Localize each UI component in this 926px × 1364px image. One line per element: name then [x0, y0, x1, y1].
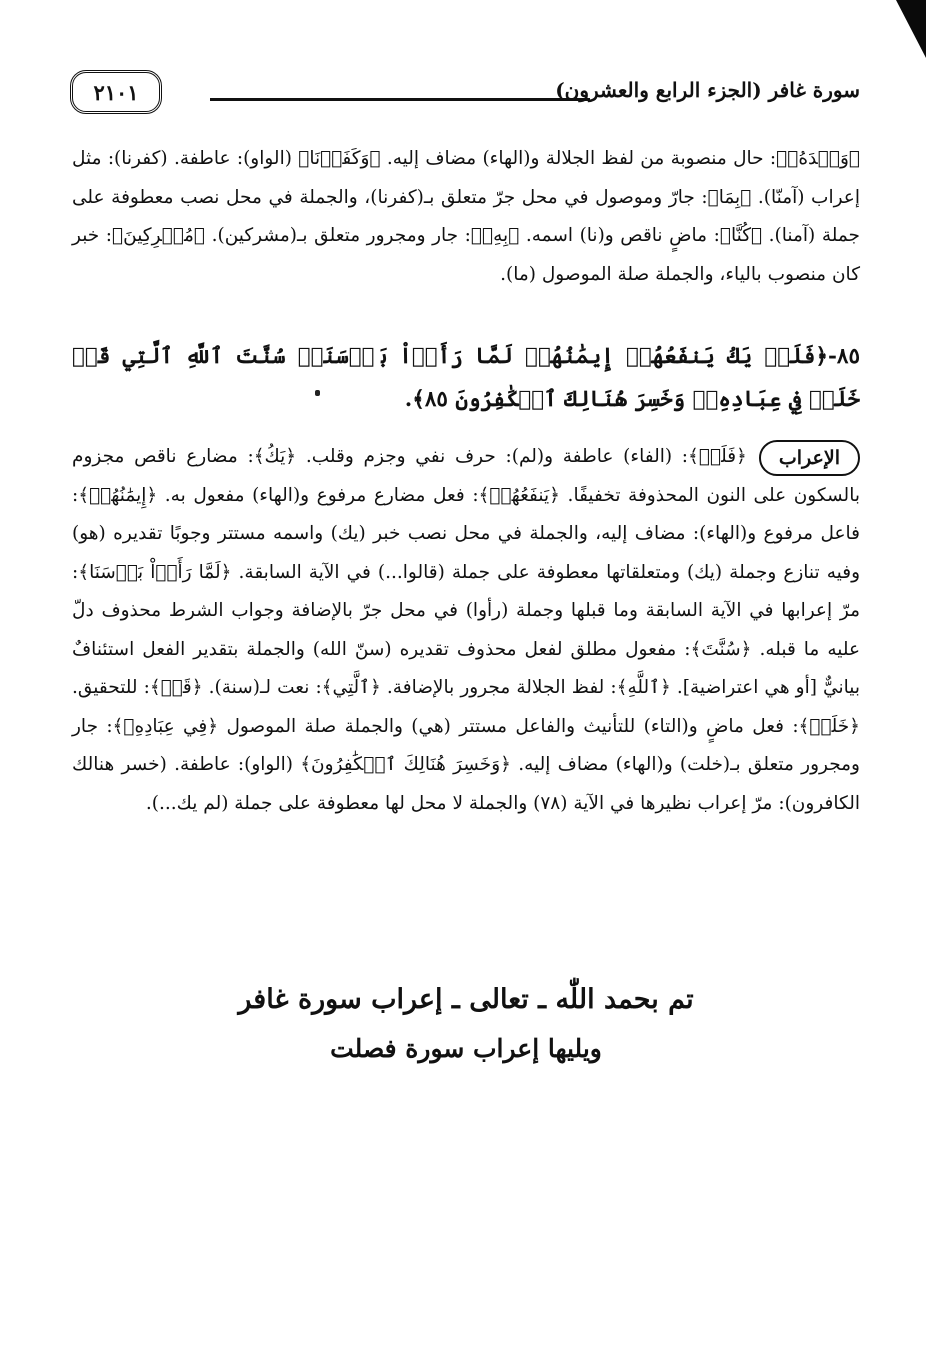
page-number: ٢١٠١: [70, 70, 162, 114]
i3rab-label: الإعراب: [759, 440, 860, 476]
corner-mark: [896, 0, 926, 58]
header-title: سورة غافر (الجزء الرابع والعشرون): [555, 78, 860, 102]
i3rab-section: [72, 438, 860, 823]
page-header: [70, 70, 860, 118]
closing-block: [72, 975, 860, 1073]
closing-line-1: تم بحمد اللّٰه ـ تعالى ـ إعراب سورة غافر: [238, 984, 694, 1015]
i3rab-text: ﴿فَلَمۡ﴾: (الفاء) عاطفة و(لم): حرف نفي وجزم وقلب. ﴿يَكُ﴾: مضارع ناقص مجزوم بالسكون على النون المحذوفة تخفيفًا. ﴿يَنفَعُهُمۡ﴾: فعل مضارع مرفوع و(الهاء) مفعول به. ﴿إِيمَٰنُهُمۡ﴾: فاعل مرفوع و(الهاء): مضاف إليه، والجملة في محل نصب خبر (يك) واسمه مستتر وجوبًا تقديره (هو) وفيه تنازع وجملة (يك) ومتعلقاتها معطوفة على جملة (قالوا...) في الآية السابقة. ﴿لَمَّا رَأَوۡاْ بَأۡسَنَا﴾: مرّ إعرابها في الآية السابقة وما قبلها وجملة (رأوا) في محل جرّ بالإضافة وجواب الشرط محذوف دلّ عليه ما قبله. ﴿سُنَّتَ﴾: مفعول مطلق لفعل محذوف تقديره (سنّ الله) والجملة بتقدير الفعل استئنافٌ بيانيٌّ [أو هي اعتراضية]. ﴿ٱللَّهِ﴾: لفظ الجلالة مجرور بالإضافة. ﴿ٱلَّتِي﴾: نعت لـ(سنة). ﴿قَدۡ﴾: للتحقيق. ﴿خَلَتۡ﴾: فعل ماضٍ و(التاء) للتأنيث والفاعل مستتر (هي) والجملة صلة الموصول ﴿فِي عِبَادِهِۦ﴾: جار ومجرور متعلق بـ(خلت) و(الهاء) مضاف إليه. ﴿وَخَسِرَ هُنَالِكَ ٱلۡكَٰفِرُونَ﴾ (الواو): عاطفة. (خسر هنالك الكافرون): مرّ إعراب نظيرها في الآية (٧٨) والجملة لا محل لها معطوفة على جملة (لم يك...).: [72, 446, 860, 814]
intro-paragraph: ﴿وَحۡدَهُۥ﴾: حال منصوبة من لفظ الجلالة و(الهاء) مضاف إليه. ﴿وَكَفَرۡنَا﴾ (الواو): عاطفة. (كفرنا): مثل إعراب (آمنّا). ﴿بِمَا﴾: جارّ وموصول في محل جرّ متعلق بـ(كفرنا)، والجملة في محل نصب معطوفة على جملة (آمنا). ﴿كُنَّا﴾: ماضٍ ناقص و(نا) اسمه. ﴿بِهِۦ﴾: جار ومجرور متعلق بـ(مشركين). ﴿مُشۡرِكِينَ﴾: خبر كان منصوب بالياء، والجملة صلة الموصول (ما).: [72, 148, 860, 285]
verse-85: ٨٥-﴿فَلَمۡ يَكُ يَنفَعُهُمۡ إِيمَٰنُهُمۡ لَمَّا رَأَوۡاْ بَأۡسَنَاۖ سُنَّتَ ٱللَّهِ ٱلَّتِي قَدۡ خَلَتۡ فِي عِبَادِهِۦۖ وَخَسِرَ هُنَالِكَ ٱلۡكَٰفِرُونَ ٨٥﴾.: [72, 344, 860, 412]
closing-line-2: ويليها إعراب سورة فصلت: [330, 1034, 602, 1063]
header-rule: [210, 98, 590, 101]
